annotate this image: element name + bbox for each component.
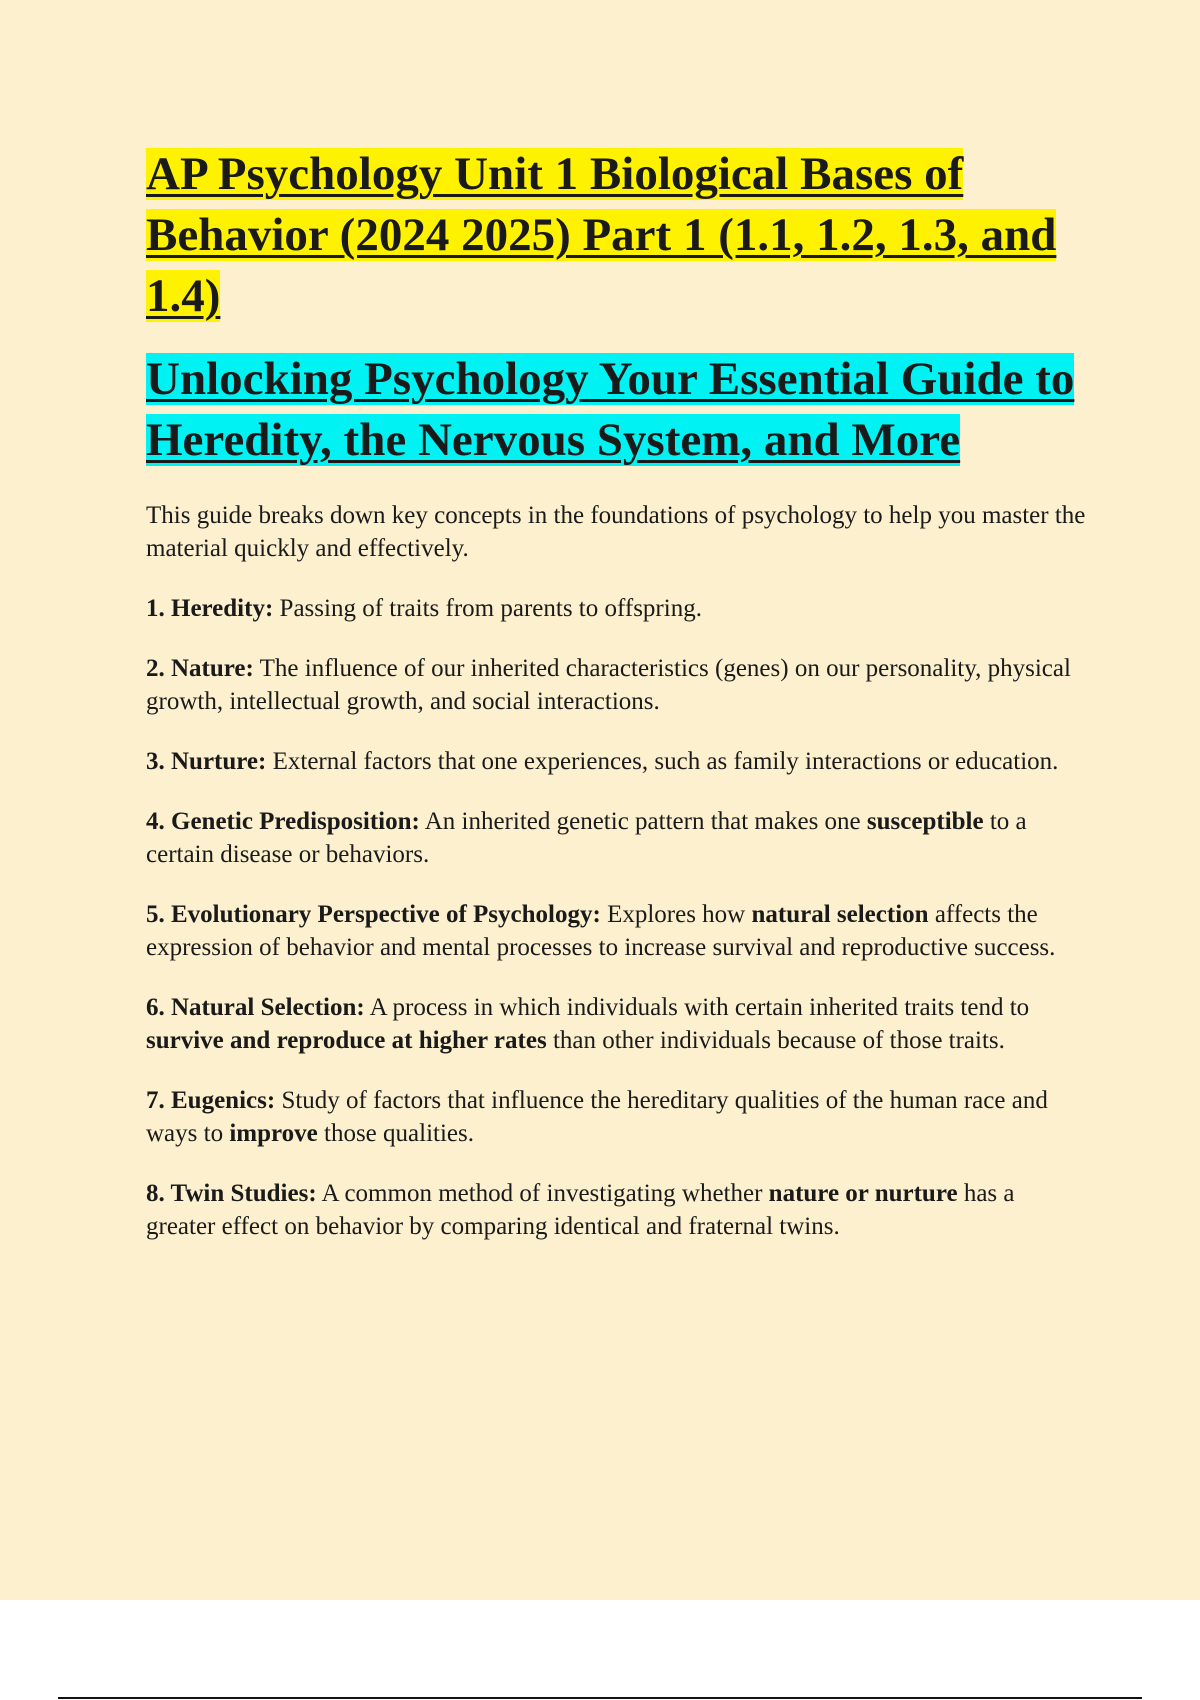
term-label: 1. Heredity:	[146, 595, 274, 622]
page-divider	[58, 1697, 1142, 1699]
term-emphasis: nature or nurture	[768, 1180, 958, 1207]
term-label: 7. Eugenics:	[146, 1087, 276, 1114]
term-label: 5. Evolutionary Perspective of Psychology:	[146, 901, 601, 928]
term-emphasis: natural selection	[751, 901, 929, 928]
term-twin-studies	[146, 1177, 1086, 1243]
term-text: to a certain disease or behaviors.	[146, 808, 1027, 868]
term-nurture	[146, 745, 1086, 778]
intro-paragraph: This guide breaks down key concepts in the foundations of psychology to help you master the material quickly and effectively.	[146, 502, 1086, 562]
term-genetic-predisposition	[146, 805, 1086, 871]
term-natural-selection	[146, 991, 1086, 1057]
term-text: Study of factors that influence the hereditary qualities of the human race and ways to	[146, 1087, 1048, 1147]
term-evolutionary-perspective	[146, 898, 1086, 964]
document-content	[146, 144, 1086, 1270]
term-text: Passing of traits from parents to offspring.	[273, 595, 702, 622]
term-text: has a greater effect on behavior by comparing identical and fraternal twins.	[146, 1180, 1015, 1240]
term-text: than other individuals because of those traits.	[546, 1027, 1005, 1054]
term-text: The influence of our inherited characteristics (genes) on our personality, physical growth, intellectual growth, and social interactions.	[146, 655, 1071, 715]
term-label: 2. Nature:	[146, 655, 254, 682]
term-eugenics	[146, 1084, 1086, 1150]
term-text: affects the expression of behavior and mental processes to increase survival and reproductive success.	[146, 901, 1056, 961]
term-emphasis: susceptible	[866, 808, 984, 835]
term-label: 8. Twin Studies:	[146, 1180, 317, 1207]
document-subtitle	[146, 349, 1086, 471]
document-title-text: AP Psychology Unit 1 Biological Bases of Behavior (2024 2025) Part 1 (1.1, 1.2, 1.3, and 1.4)	[146, 148, 1057, 322]
term-emphasis: improve	[229, 1120, 318, 1147]
term-text: Explores how	[600, 901, 752, 928]
term-heredity	[146, 592, 1086, 625]
term-emphasis: survive and reproduce at higher rates	[146, 1027, 547, 1054]
term-text: A process in which individuals with certain inherited traits tend to	[364, 994, 1030, 1021]
term-label: 3. Nurture:	[146, 748, 267, 775]
term-text: A common method of investigating whether	[316, 1180, 769, 1207]
document-title	[146, 144, 1086, 327]
document-subtitle-text: Unlocking Psychology Your Essential Guide to Heredity, the Nervous System, and More	[146, 353, 1075, 466]
term-label: 4. Genetic Predisposition:	[146, 808, 420, 835]
term-text: those qualities.	[317, 1120, 474, 1147]
terms-list	[146, 592, 1086, 1243]
term-label: 6. Natural Selection:	[146, 994, 365, 1021]
term-text: External factors that one experiences, such as family interactions or education.	[266, 748, 1059, 775]
term-nature	[146, 652, 1086, 718]
term-text: An inherited genetic pattern that makes one	[419, 808, 867, 835]
